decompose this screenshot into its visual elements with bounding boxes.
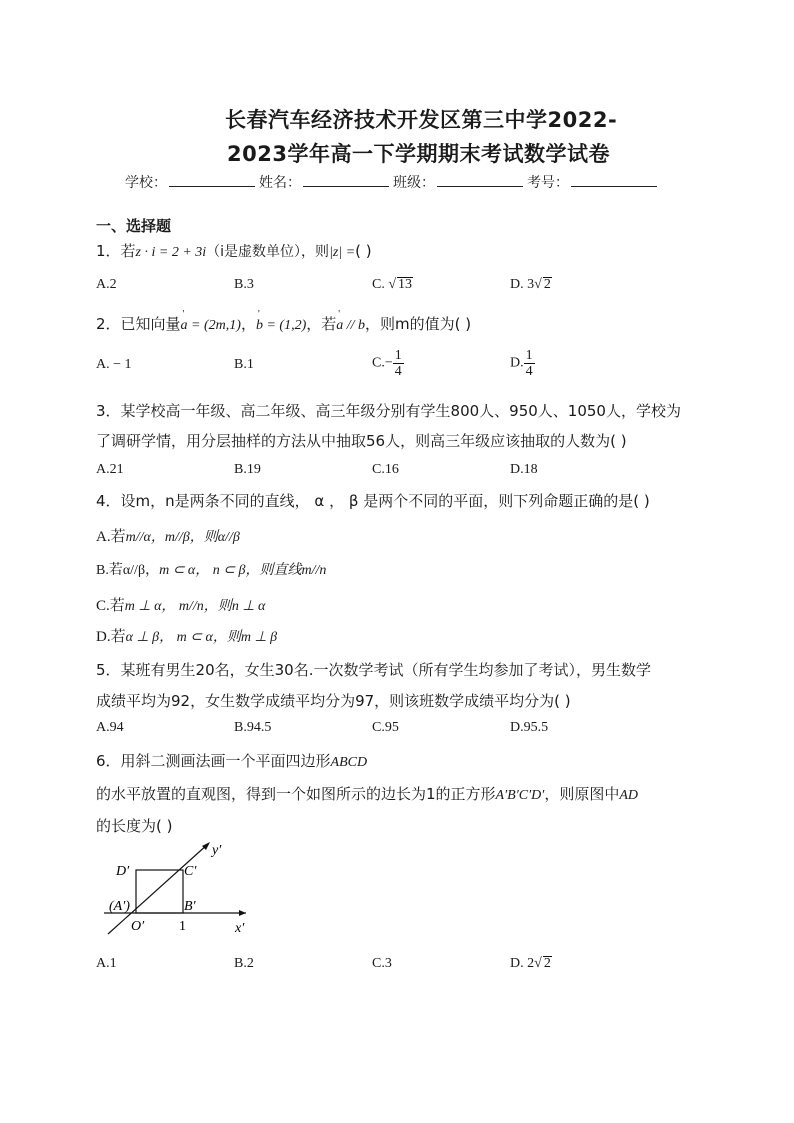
number-blank (571, 172, 657, 187)
q6-line1-m: ABCD (330, 755, 368, 770)
question-2: 2．已知向量' a = (2m,1)，' b = (1,2)，若' a // b，则m的值为( ) (96, 313, 471, 334)
q2-d-frac (524, 348, 535, 379)
q1-prefix: 1．若 (96, 242, 136, 260)
q3-option-b: B.19 (234, 462, 261, 477)
question-6-line1 (96, 750, 367, 771)
q4-c-end: n ⊥ α (231, 599, 266, 614)
q2-c-den: 4 (394, 364, 402, 379)
q4-d-end: m ⊥ β (240, 630, 278, 645)
q1-c-label: C. (372, 277, 385, 292)
q1-option-d: D. 3√ 2 (510, 277, 551, 292)
q6-line2-pre: 的水平放置的直观图，得到一个如图所示的边长为1的正方形 (96, 785, 496, 803)
q2-c-label: C.− (372, 355, 393, 371)
q2-option-d (510, 348, 535, 379)
x-axis-arrow-icon (239, 910, 246, 916)
label-y: y′ (212, 843, 222, 858)
q6-figure (96, 838, 266, 938)
question-5-line1: 5．某班有男生20名，女生30名.一次数学考试（所有学生均参加了考试），男生数学 (96, 661, 651, 679)
q6-option-d: D. 2√ 2 (510, 956, 551, 971)
q2-d-label: D. (510, 355, 524, 371)
q3-option-a: A.21 (96, 462, 124, 477)
class-blank (437, 172, 523, 187)
q4-c-pre: C.若 (96, 598, 125, 614)
q1-suffix: ( ) (355, 242, 372, 260)
q6-option-b: B.2 (234, 956, 254, 971)
q4-b-pre: B.若α//β， (96, 563, 160, 578)
q4-c-m: m ⊥ α (124, 599, 162, 614)
q4-d-m: α ⊥ β (125, 630, 160, 645)
question-1 (96, 240, 372, 261)
q1-expr2: |z| = (329, 245, 356, 260)
q5-option-c: C.95 (372, 720, 399, 735)
label-c: C′ (184, 864, 197, 879)
q1-d-label: D. (510, 277, 524, 292)
q4-c-mid: ， m//n，则 (161, 599, 232, 614)
q6-d-label: D. (510, 956, 524, 971)
number-label: 考号： (527, 175, 569, 191)
q2-d-den: 4 (525, 364, 533, 379)
q1-option-c: C. √ 13 (372, 277, 413, 292)
q4-d-mid: ， m ⊂ α，则 (159, 630, 241, 645)
question-4: 4．设m，n是两条不同的直线， α ， β 是两个不同的平面，则下列命题正确的是( ) (96, 492, 650, 510)
q4-b-m: m//n (301, 563, 327, 578)
label-x: x′ (235, 921, 245, 936)
question-6-line3: 的长度为( ) (96, 817, 173, 835)
question-3-line2: 了调研学情，用分层抽样的方法从中抽取56人，则高三年级应该抽取的人数为( ) (96, 432, 627, 450)
class-label: 班级： (393, 175, 435, 191)
q1-c-val: 13 (398, 277, 413, 292)
label-d: D′ (116, 864, 130, 879)
q5-option-b: B.94.5 (234, 720, 272, 735)
label-one: 1 (179, 919, 186, 934)
q4-a-pre: A.若 (96, 529, 126, 545)
q4-option-a (96, 525, 240, 546)
q4-option-c (96, 594, 265, 615)
q4-a-m: m//α (125, 530, 151, 545)
q3-option-d: D.18 (510, 462, 538, 477)
q2-c-num: 1 (394, 348, 402, 363)
q5-option-d: D.95.5 (510, 720, 549, 735)
q4-option-d (96, 625, 277, 646)
label-a: (A′) (109, 899, 130, 914)
school-label: 学校： (125, 175, 167, 191)
section-heading: 一、选择题 (96, 217, 172, 235)
q6-d-coef: 2 (527, 956, 535, 971)
page-title-line1: 长春汽车经济技术开发区第三中学2022- (225, 108, 618, 132)
q2-a-expr: ' a = (2m,1) (181, 318, 241, 334)
q2-option-a: A. − 1 (96, 357, 132, 372)
page-title-line2: 2023学年高一下学期期末考试数学试卷 (227, 142, 610, 166)
q1-mid: （i是虚数单位），则 (206, 244, 330, 260)
q2-option-c (372, 348, 404, 379)
q5-option-a: A.94 (96, 720, 124, 735)
question-5-line2: 成绩平均为92，女生数学成绩平均分为97，则该班数学成绩平均分为( ) (96, 692, 571, 710)
q3-option-c: C.16 (372, 462, 399, 477)
name-blank (303, 172, 389, 187)
q4-d-pre: D.若 (96, 629, 126, 645)
q6-line2-mid: ，则原图中 (544, 785, 620, 803)
q6-option-a: A.1 (96, 956, 117, 971)
q6-option-c: C.3 (372, 956, 392, 971)
q4-option-b (96, 559, 326, 579)
q2-d-num: 1 (525, 348, 533, 363)
q1-option-a: A.2 (96, 277, 117, 292)
q1-d-coef: 3 (527, 277, 535, 292)
q2-c-frac (393, 348, 404, 379)
q6-line2-m: A′B′C′D′ (495, 788, 545, 803)
name-label: 姓名： (259, 175, 301, 191)
label-o: O′ (131, 919, 145, 934)
school-blank (169, 172, 255, 187)
label-b: B′ (184, 899, 196, 914)
square-abcd (136, 870, 183, 913)
q1-expr: z · i = 2 + 3i (135, 245, 207, 260)
q2-suffix: ，则m的值为( ) (365, 315, 472, 333)
q2-par: ' a // b (336, 318, 365, 334)
q1-d-val: 2 (543, 277, 551, 292)
q2-mid: ，若 (306, 315, 337, 333)
q6-d-val: 2 (543, 956, 551, 971)
y-axis (108, 844, 208, 934)
q2-prefix: 2．已知向量 (96, 315, 181, 333)
q4-a-mid: ，m//β，则α//β (150, 530, 240, 545)
q6-line1-pre: 6．用斜二测画法画一个平面四边形 (96, 752, 331, 770)
q2-b-expr: ' b = (1,2) (256, 318, 306, 334)
question-3-line1: 3．某学校高一年级、高二年级、高三年级分别有学生800人、950人、1050人，学校为 (96, 402, 681, 420)
question-6-line2 (96, 783, 638, 804)
info-line (125, 172, 661, 192)
q6-line2-m2: AD (619, 788, 639, 803)
q1-option-b: B.3 (234, 277, 254, 292)
q4-b-mid: m ⊂ α， n ⊂ β，则直线 (159, 563, 302, 578)
q2-option-b: B.1 (234, 357, 254, 372)
